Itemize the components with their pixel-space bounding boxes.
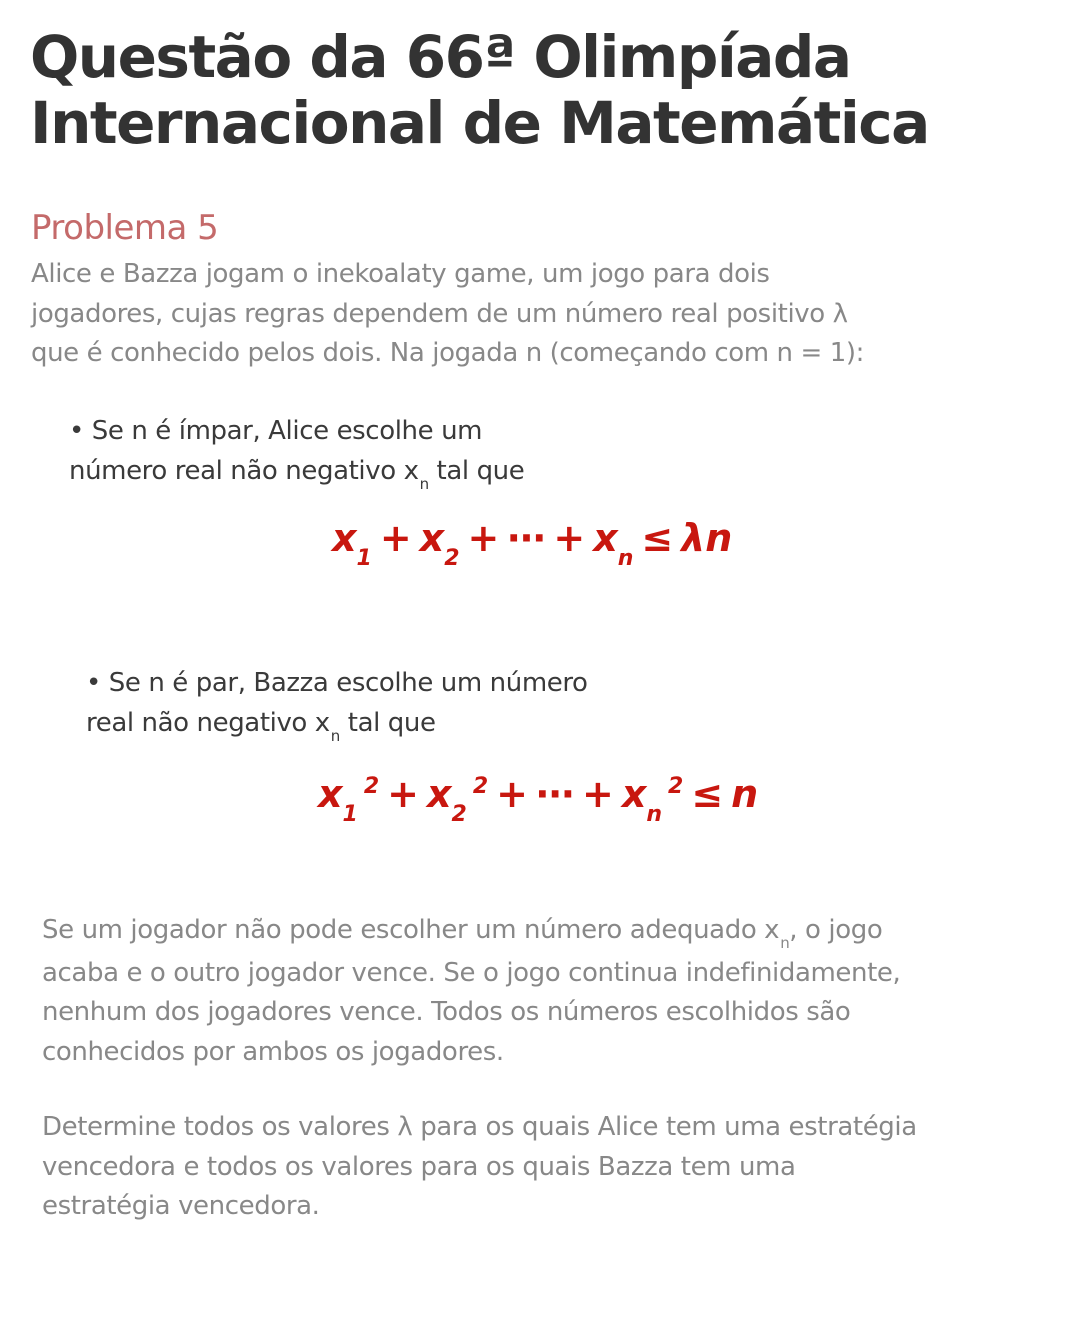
outcome-line-4: conhecidos por ambos os jogadores.	[42, 1036, 504, 1067]
formula-term: x	[419, 516, 445, 560]
rule-odd-line-2-text: número real não negativo x	[69, 455, 419, 486]
intro-line-1: Alice e Bazza jogam o inekoalaty game, um jogo para dois	[31, 259, 770, 289]
formula-subscript: 1	[356, 546, 372, 571]
formula-term: x	[318, 772, 343, 816]
outcome-line-1	[42, 911, 1052, 954]
formula-rhs: n	[731, 772, 759, 816]
formula-operator: +	[467, 516, 500, 560]
problem-heading: Problema 5	[31, 208, 219, 248]
formula-operator: +	[379, 516, 412, 560]
question-line-3: estratégia vencedora.	[42, 1191, 320, 1221]
intro-line-2: jogadores, cujas regras dependem de um número real positivo λ	[31, 298, 848, 329]
outcome-line-2: acaba e o outro jogador vence. Se o jogo continua indefinidamente,	[42, 957, 901, 988]
formula-exponent: 2	[363, 774, 380, 799]
outcome-line-3: nenhum dos jogadores vence. Todos os números escolhidos são	[42, 997, 851, 1027]
formula-exponent: 2	[668, 774, 684, 799]
formula-term: x	[593, 516, 618, 560]
rule-odd-line-1: • Se n é ímpar, Alice escolhe um	[69, 416, 483, 446]
rule-even-line-2-text: real não negativo x	[86, 707, 330, 738]
rule-even-line-2-tail: tal que	[339, 707, 436, 738]
title-line-2: Internacional de Matemática	[30, 89, 929, 157]
formula-operator: +	[387, 772, 419, 816]
rule-odd-text	[69, 412, 524, 494]
question-line-1: Determine todos os valores λ para os quais Alice tem uma estratégia	[42, 1112, 917, 1142]
formula-operator: +	[496, 772, 528, 816]
outcome-line-1-tail: , o jogo	[789, 915, 883, 945]
problem-intro	[31, 255, 1041, 374]
rule-even-subscript: n	[330, 726, 340, 745]
formula-term: x	[332, 516, 357, 560]
formula-subscript: n	[617, 546, 634, 571]
outcome-paragraph	[42, 911, 1052, 1072]
formula-alice	[332, 516, 733, 571]
formula-relation: ≤	[641, 516, 674, 560]
formula-relation: ≤	[691, 772, 724, 816]
formula-ellipsis: ⋯	[507, 516, 546, 560]
formula-ellipsis: ⋯	[535, 772, 574, 816]
formula-operator: +	[581, 772, 614, 816]
rule-even-text	[86, 664, 588, 746]
page-title	[30, 24, 1050, 156]
formula-rhs: λn	[681, 516, 733, 560]
formula-exponent: 2	[472, 774, 489, 799]
formula-term: x	[621, 772, 647, 816]
rule-odd-subscript: n	[419, 474, 429, 493]
intro-line-3: que é conhecido pelos dois. Na jogada n (começando com n = 1):	[31, 338, 864, 368]
question-line-2: vencedora e todos os valores para os quais Bazza tem uma	[42, 1151, 796, 1182]
outcome-subscript: n	[780, 934, 790, 952]
formula-subscript: 1	[342, 802, 358, 827]
rule-even-line-1: • Se n é par, Bazza escolhe um número	[86, 668, 588, 698]
rule-even-line-2	[86, 704, 588, 747]
formula-subscript: n	[646, 802, 662, 827]
question-paragraph	[42, 1108, 1052, 1227]
rule-odd-line-2-tail: tal que	[428, 455, 525, 486]
title-line-1: Questão da 66ª Olimpíada	[30, 23, 851, 91]
rule-odd-line-2	[69, 452, 524, 495]
formula-bazza	[318, 772, 759, 827]
outcome-line-1-text: Se um jogador não pode escolher um número adequado x	[42, 915, 780, 945]
formula-operator: +	[553, 516, 586, 560]
formula-subscript: 2	[444, 546, 460, 571]
formula-term: x	[426, 772, 452, 816]
formula-subscript: 2	[451, 802, 467, 827]
